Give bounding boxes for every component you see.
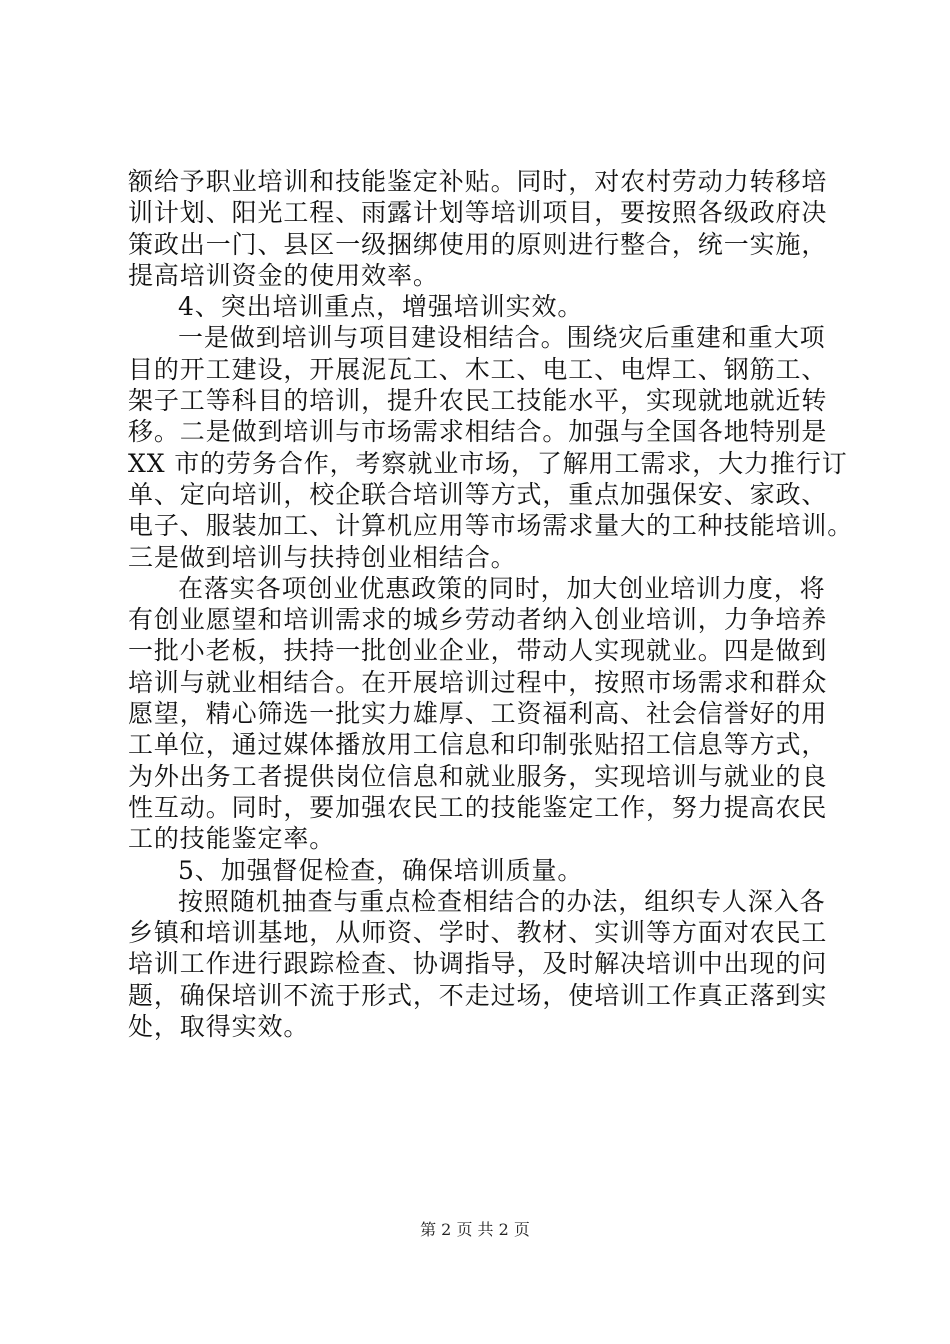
text-line: 目的开工建设，开展泥瓦工、木工、电工、电焊工、钢筋工、 <box>128 354 828 384</box>
text-line: 一批小老板，扶持一批创业企业，带动人实现就业。四是做到 <box>128 636 828 666</box>
text-line: 单、定向培训，校企联合培训等方式，重点加强保安、家政、 <box>128 479 828 509</box>
text-line: 三是做到培训与扶持创业相结合。 <box>128 542 517 572</box>
text-line: 处，取得实效。 <box>128 1012 310 1042</box>
text-line: 4、突出培训重点，增强培训实效。 <box>178 292 584 322</box>
text-line: 在落实各项创业优惠政策的同时，加大创业培训力度，将 <box>178 573 826 603</box>
document-body <box>128 166 868 1042</box>
text-line: 性互动。同时，要加强农民工的技能鉴定工作，努力提高农民 <box>128 792 828 822</box>
page-number-label: 第 2 页 共 2 页 <box>420 1220 530 1239</box>
text-line: 一是做到培训与项目建设相结合。围绕灾后重建和重大项 <box>178 323 826 353</box>
text-line: 愿望，精心筛选一批实力雄厚、工资福利高、社会信誉好的用 <box>128 699 828 729</box>
text-line: 按照随机抽查与重点检查相结合的办法，组织专人深入各 <box>178 886 826 916</box>
text-line: 架子工等科目的培训，提升农民工技能水平，实现就地就近转 <box>128 386 828 416</box>
text-line: 题，确保培训不流于形式，不走过场，使培训工作真正落到实 <box>128 980 828 1010</box>
text-line: 训计划、阳光工程、雨露计划等培训项目，要按照各级政府决 <box>128 198 828 228</box>
text-line: 为外出务工者提供岗位信息和就业服务，实现培训与就业的良 <box>128 761 828 791</box>
text-line: 培训与就业相结合。在开展培训过程中，按照市场需求和群众 <box>128 667 828 697</box>
text-line: XX 市的劳务合作，考察就业市场，了解用工需求，大力推行订 <box>128 448 848 478</box>
text-line: 工的技能鉴定率。 <box>128 824 336 854</box>
text-line: 乡镇和培训基地，从师资、学时、教材、实训等方面对农民工 <box>128 918 828 948</box>
text-line: 培训工作进行跟踪检查、协调指导，及时解决培训中出现的问 <box>128 949 828 979</box>
text-line: 额给予职业培训和技能鉴定补贴。同时，对农村劳动力转移培 <box>128 167 828 196</box>
text-line: 工单位，通过媒体播放用工信息和印制张贴招工信息等方式， <box>128 730 828 760</box>
page-footer <box>0 1217 950 1240</box>
text-line: 策政出一门、县区一级捆绑使用的原则进行整合，统一实施， <box>128 229 828 259</box>
text-line: 提高培训资金的使用效率。 <box>128 260 439 290</box>
text-line: 电子、服装加工、计算机应用等市场需求量大的工种技能培训。 <box>128 511 854 541</box>
text-line: 5、加强督促检查，确保培训质量。 <box>178 855 584 885</box>
text-line: 有创业愿望和培训需求的城乡劳动者纳入创业培训，力争培养 <box>128 605 828 635</box>
text-line: 移。二是做到培训与市场需求相结合。加强与全国各地特别是 <box>128 417 828 447</box>
